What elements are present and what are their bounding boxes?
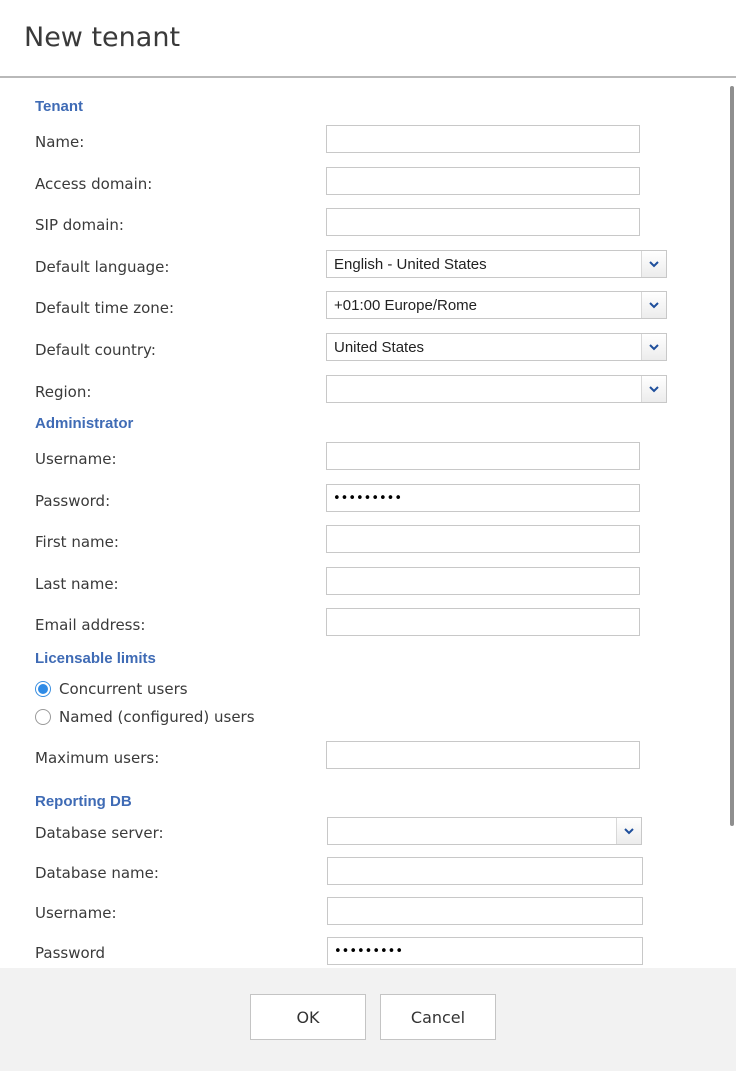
sip-domain-label: SIP domain: xyxy=(35,216,124,234)
default-country-value: United States xyxy=(334,339,425,356)
ok-button[interactable]: OK xyxy=(250,994,366,1040)
radio-named-users[interactable] xyxy=(35,708,255,726)
default-timezone-label: Default time zone: xyxy=(35,299,175,317)
default-country-label: Default country: xyxy=(35,341,156,359)
default-language-label: Default language: xyxy=(35,258,170,276)
chevron-down-icon[interactable] xyxy=(641,376,666,402)
default-country-select[interactable] xyxy=(326,333,667,361)
dialog-header xyxy=(0,0,736,78)
section-heading-reporting-db: Reporting DB xyxy=(35,793,132,810)
chevron-down-icon[interactable] xyxy=(641,334,666,360)
admin-username-label: Username: xyxy=(35,450,117,468)
radio-named-circle[interactable] xyxy=(35,709,51,725)
tenant-name-input[interactable] xyxy=(326,125,640,153)
form-scroll-area[interactable] xyxy=(0,78,736,968)
access-domain-label: Access domain: xyxy=(35,175,153,193)
dialog-title: New tenant xyxy=(24,22,181,53)
email-address-label: Email address: xyxy=(35,616,146,634)
reporting-password-input[interactable] xyxy=(327,937,643,965)
admin-password-input[interactable] xyxy=(326,484,640,512)
maximum-users-label: Maximum users: xyxy=(35,749,160,767)
radio-concurrent-circle[interactable] xyxy=(35,681,51,697)
maximum-users-input[interactable] xyxy=(326,741,640,769)
first-name-label: First name: xyxy=(35,533,119,551)
reporting-username-input[interactable] xyxy=(327,897,643,925)
default-timezone-value: +01:00 Europe/Rome xyxy=(334,297,478,314)
last-name-input[interactable] xyxy=(326,567,640,595)
radio-concurrent-label: Concurrent users xyxy=(59,680,188,698)
admin-username-input[interactable] xyxy=(326,442,640,470)
chevron-down-icon[interactable] xyxy=(641,292,666,318)
chevron-down-icon[interactable] xyxy=(616,818,641,844)
radio-concurrent-users[interactable] xyxy=(35,680,188,698)
reporting-password-label: Password xyxy=(35,944,106,962)
section-heading-administrator: Administrator xyxy=(35,415,134,432)
default-language-select[interactable] xyxy=(326,250,667,278)
access-domain-input[interactable] xyxy=(326,167,640,195)
section-heading-tenant: Tenant xyxy=(35,98,84,115)
database-name-label: Database name: xyxy=(35,864,159,882)
email-address-input[interactable] xyxy=(326,608,640,636)
radio-named-label: Named (configured) users xyxy=(59,708,255,726)
scrollbar-thumb[interactable] xyxy=(730,86,734,826)
sip-domain-input[interactable] xyxy=(326,208,640,236)
database-server-select[interactable] xyxy=(327,817,642,845)
tenant-name-label: Name: xyxy=(35,133,85,151)
radio-selected-dot xyxy=(38,684,48,694)
default-timezone-select[interactable] xyxy=(326,291,667,319)
database-server-label: Database server: xyxy=(35,824,164,842)
cancel-button[interactable]: Cancel xyxy=(380,994,496,1040)
region-label: Region: xyxy=(35,383,92,401)
chevron-down-icon[interactable] xyxy=(641,251,666,277)
region-select[interactable] xyxy=(326,375,667,403)
default-language-value: English - United States xyxy=(334,256,487,273)
last-name-label: Last name: xyxy=(35,575,119,593)
dialog-footer xyxy=(0,968,736,1071)
reporting-username-label: Username: xyxy=(35,904,117,922)
vertical-scrollbar[interactable] xyxy=(726,78,736,968)
database-name-input[interactable] xyxy=(327,857,643,885)
section-heading-licensable-limits: Licensable limits xyxy=(35,650,156,667)
first-name-input[interactable] xyxy=(326,525,640,553)
admin-password-label: Password: xyxy=(35,492,111,510)
